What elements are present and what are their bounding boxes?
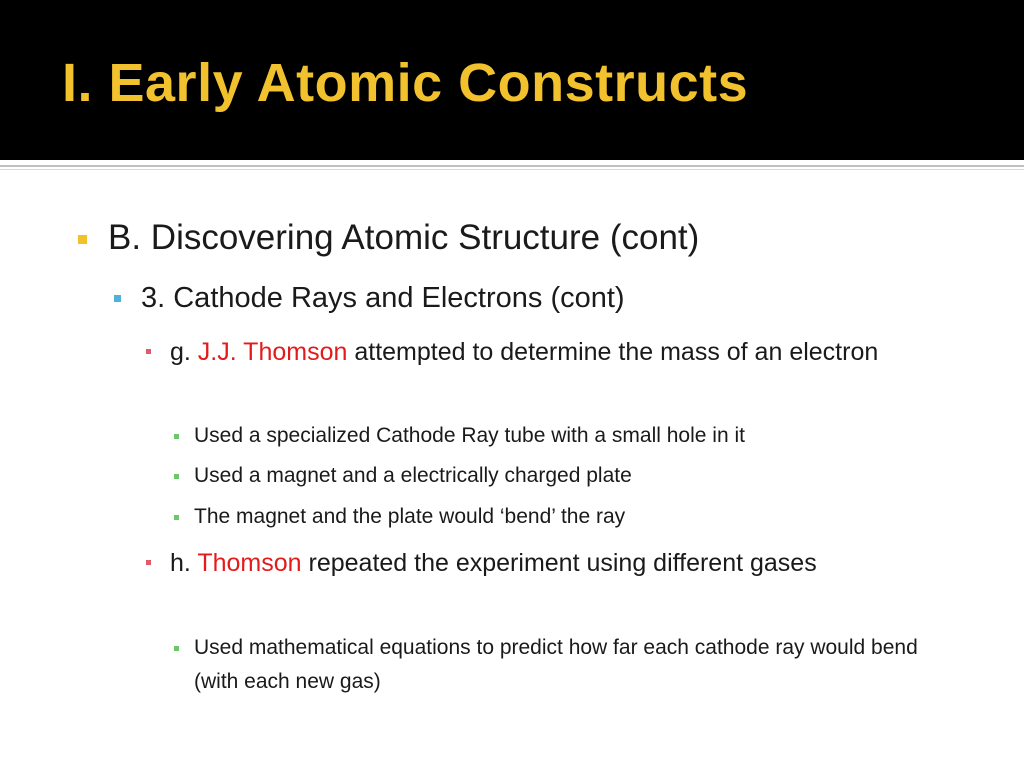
bullet-text: repeated the experiment using different gases bbox=[301, 549, 817, 577]
highlight-name: Thomson bbox=[197, 549, 302, 577]
sub-bullet bbox=[194, 419, 934, 453]
bullet-level2 bbox=[141, 282, 625, 315]
bullet-text: attempted to determine the mass of an electron bbox=[347, 338, 879, 366]
bullet-prefix: h. bbox=[170, 549, 198, 577]
square-bullet-icon bbox=[114, 295, 121, 302]
slide-title: I. Early Atomic Constructs bbox=[62, 53, 749, 113]
square-bullet-icon bbox=[174, 474, 179, 479]
square-bullet-icon bbox=[174, 646, 179, 651]
sub-bullet-text: Used a magnet and a electrically charged plate bbox=[194, 464, 632, 487]
bullet-text: 3. Cathode Rays and Electrons (cont) bbox=[141, 282, 625, 314]
square-bullet-icon bbox=[146, 560, 151, 565]
square-bullet-icon bbox=[174, 434, 179, 439]
sub-bullet-text: The magnet and the plate would ‘bend’ the ray bbox=[194, 505, 626, 528]
highlight-name: J.J. Thomson bbox=[197, 338, 348, 366]
sub-bullet bbox=[194, 500, 934, 534]
bullet-h bbox=[170, 544, 960, 582]
square-bullet-icon bbox=[78, 235, 87, 244]
square-bullet-icon bbox=[174, 515, 179, 520]
bullet-g bbox=[170, 333, 960, 371]
sub-bullet bbox=[194, 459, 934, 493]
bullet-prefix: g. bbox=[170, 338, 198, 366]
sub-bullet-text: Used mathematical equations to predict how far each cathode ray would bend (with each new gas) bbox=[194, 636, 918, 693]
bullet-text: B. Discovering Atomic Structure (cont) bbox=[108, 218, 700, 257]
sub-bullet-text: Used a specialized Cathode Ray tube with a small hole in it bbox=[194, 424, 745, 447]
square-bullet-icon bbox=[146, 349, 151, 354]
bullet-level1 bbox=[108, 218, 699, 258]
sub-bullet bbox=[194, 631, 934, 699]
